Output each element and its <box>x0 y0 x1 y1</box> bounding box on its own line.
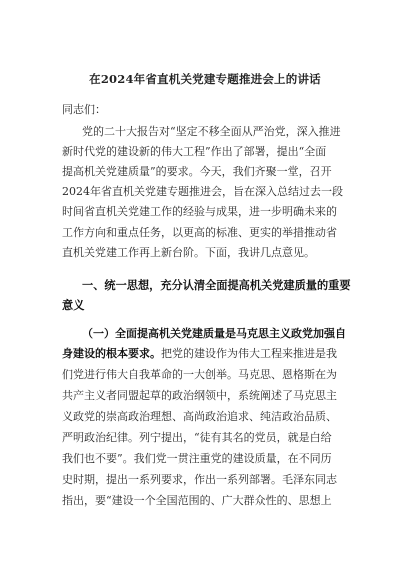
subsection-text: 把党的建设作为伟大工程来推进是我 <box>161 347 337 360</box>
subsection-heading-end: 身建设的根本要求。 <box>62 347 161 360</box>
section-heading: 一、统一思想，充分认清全面提高机关党建质量的重要 <box>82 278 351 292</box>
paragraph-line: 直机关党建工作再上新台阶。下面，我讲几点意见。 <box>62 246 315 259</box>
paragraph-line: 我们也不要”。我们党一贯注重党的建设质量，在不同历 <box>62 452 332 465</box>
section-heading: 意义 <box>62 298 85 312</box>
paragraph-line: 指出，要“建设一个全国范围的、广大群众性的、思想上 <box>62 494 332 507</box>
paragraph-line: 2024年省直机关党建专题推进会，旨在深入总结过去一段 <box>62 185 343 198</box>
subsection-first-line <box>62 347 352 361</box>
paragraph-line: 新时代党的建设新的伟大工程”作出了部署，提出“全面 <box>62 145 327 158</box>
paragraph-line: 工作方向和重点任务，以更高的标准、更实的举措推动省 <box>62 226 337 239</box>
document-title: 在2024年省直机关党建专题推进会上的讲话 <box>89 72 321 86</box>
paragraph-line: 共产主义者同盟起草的政治纲领中，系统阐述了马克思主 <box>62 389 337 402</box>
paragraph-line: 提高机关党建质量”的要求。今天，我们齐聚一堂，召开 <box>62 165 332 178</box>
paragraph-line: 严明政治纪律。列宁提出，“徒有其名的党员，就是白给 <box>62 431 332 444</box>
paragraph-line: 们党进行伟大自我革命的一大创举。马克思、恩格斯在为 <box>62 368 337 381</box>
paragraph-line: 时间省直机关党建工作的经验与成果，进一步明确未来的 <box>62 205 337 218</box>
salutation: 同志们： <box>62 103 106 116</box>
paragraph-line: 史时期，提出一系列要求，作出一系列部署。毛泽东同志 <box>62 473 337 486</box>
paragraph-line: 党的二十大报告对“坚定不移全面从严治党，深入推进 <box>82 125 341 138</box>
subsection-heading: （一）全面提高机关党建质量是马克思主义政党加强自 <box>82 327 346 340</box>
paragraph-line: 义政党的崇高政治理想、高尚政治追求、纯洁政治品质、 <box>62 410 337 423</box>
